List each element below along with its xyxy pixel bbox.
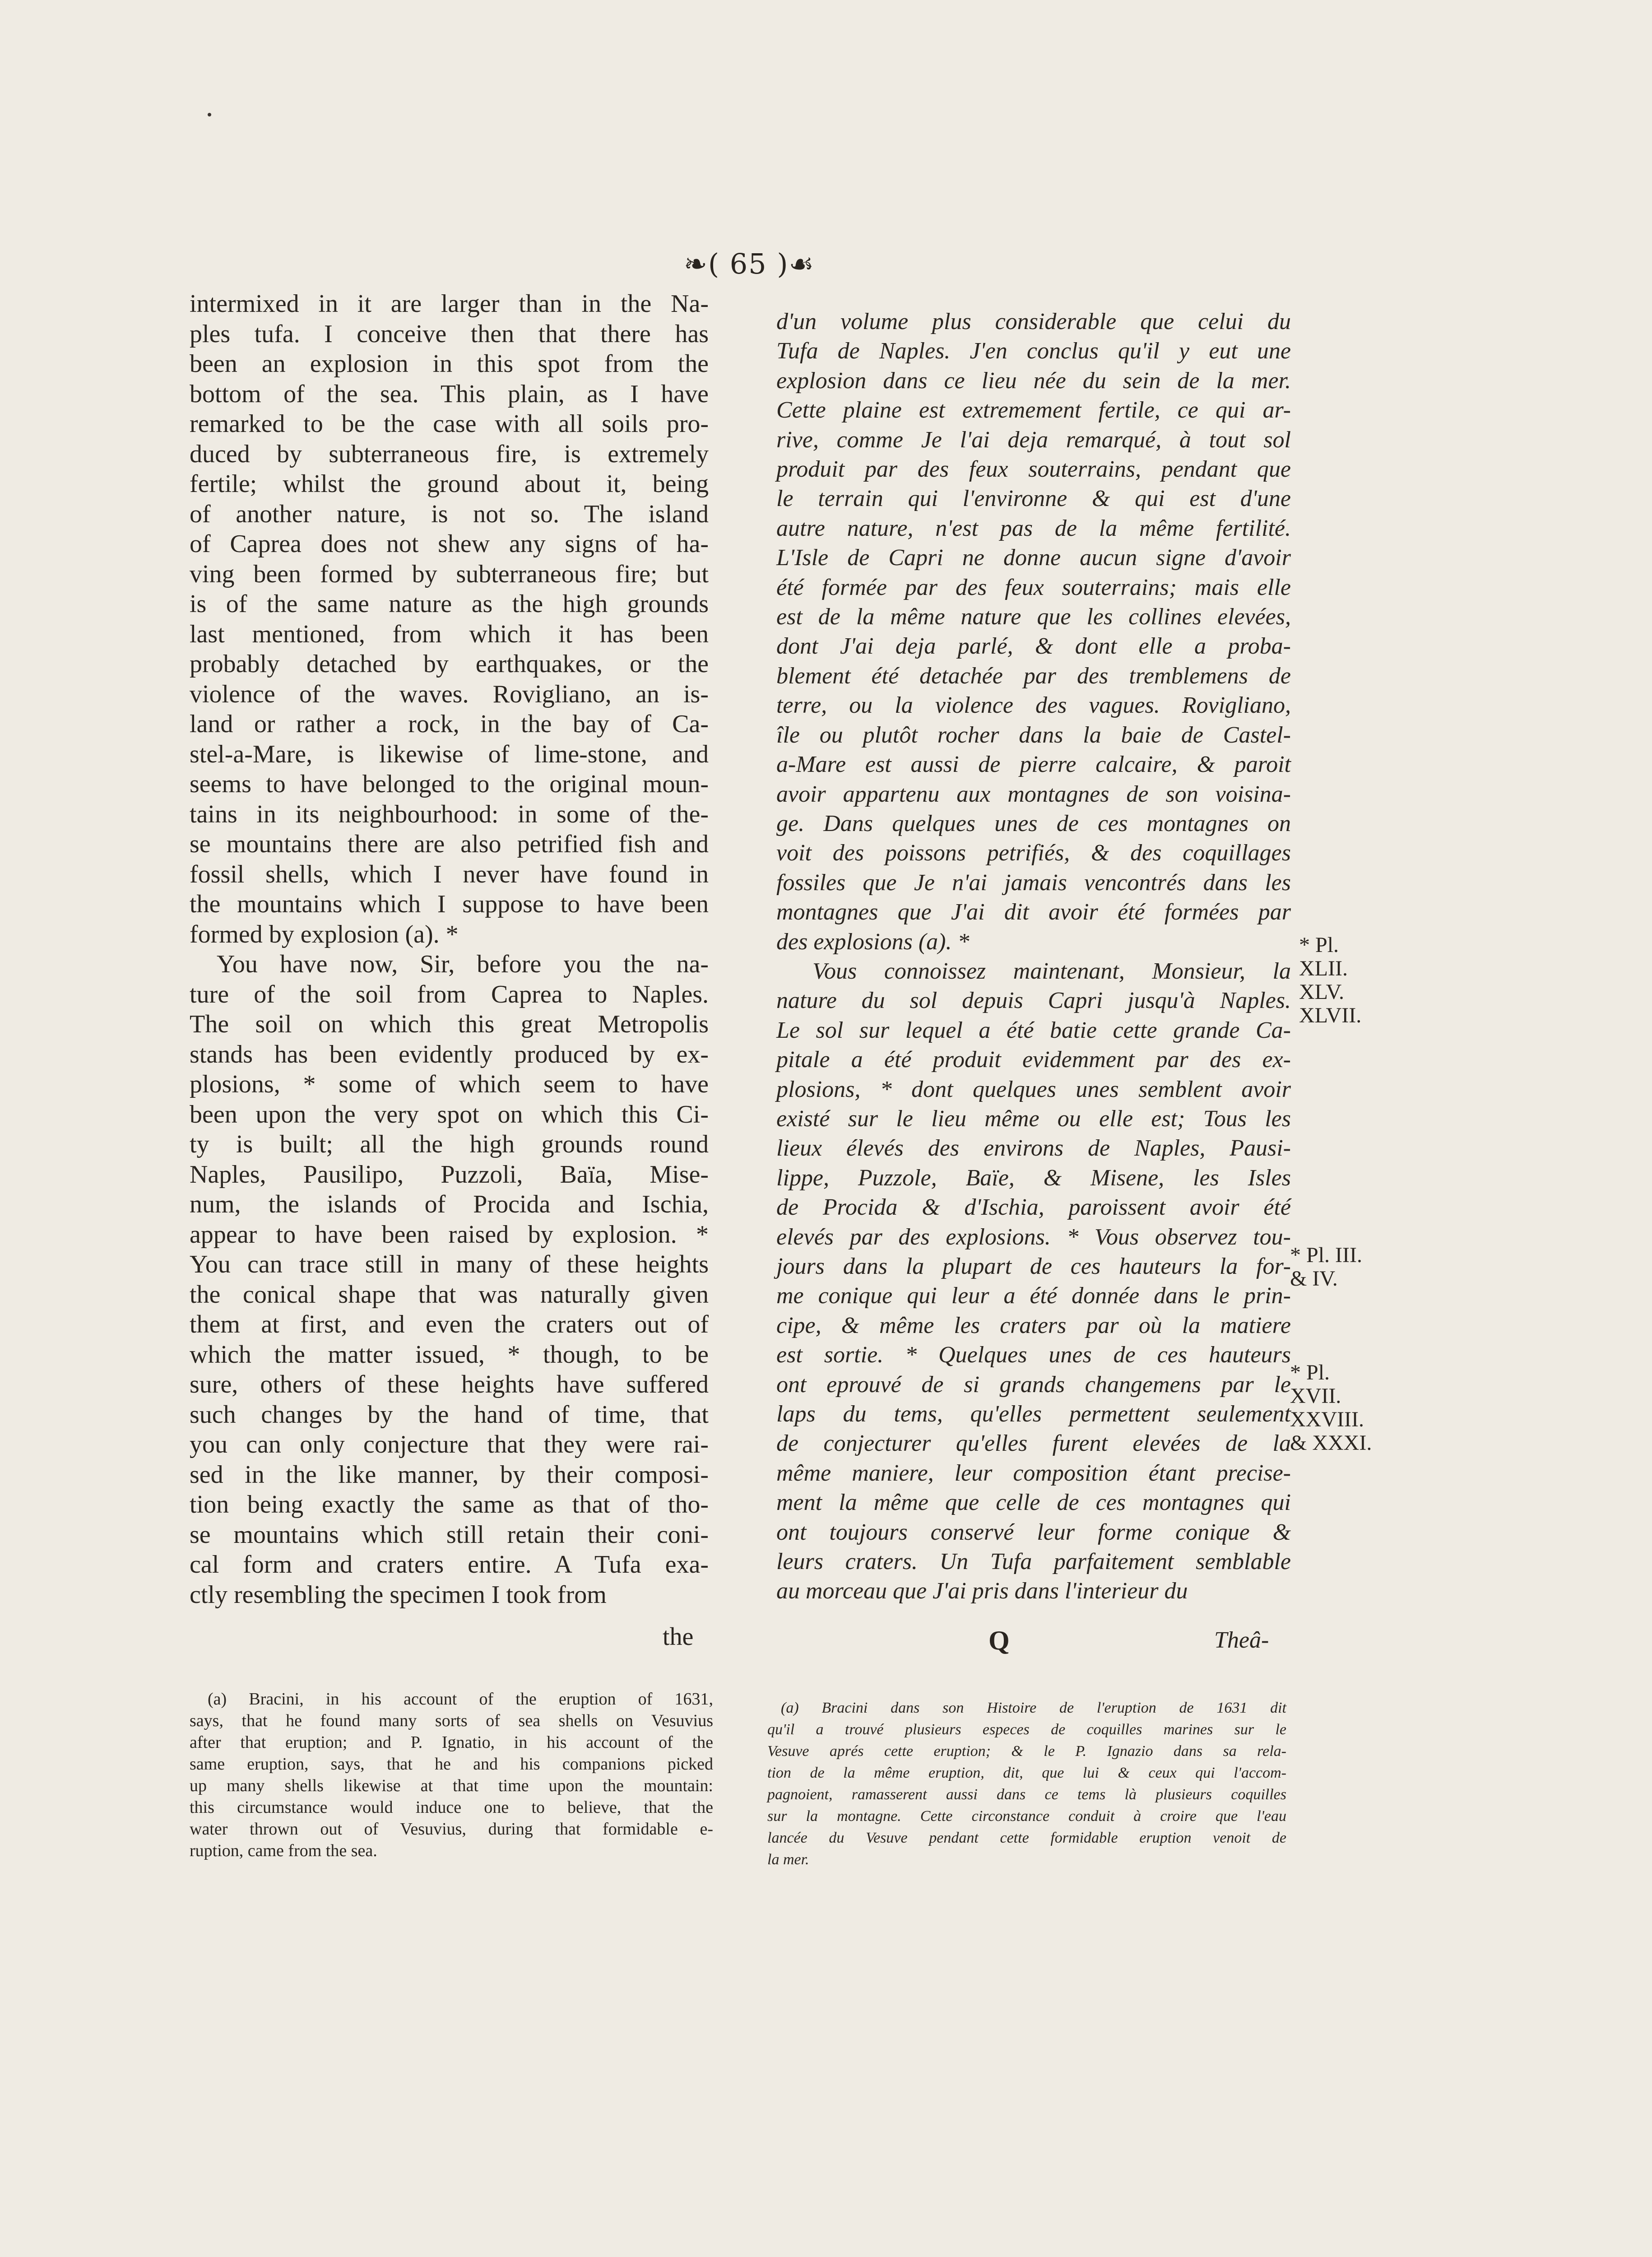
text-line: you can only conjecture that they were rai-	[190, 1430, 709, 1458]
text-line: plosions, * dont quelques unes semblent avoir	[776, 1076, 1291, 1102]
left-catchword: the	[663, 1623, 694, 1651]
text-line: the mountains which I suppose to have been	[190, 890, 709, 918]
text-line: a-Mare est aussi de pierre calcaire, & paroit	[776, 752, 1291, 778]
text-line: qu'il a trouvé plusieurs especes de coquilles marines sur le	[767, 1721, 1286, 1738]
text-line: île ou plutôt rocher dans la baie de Castel-	[776, 722, 1291, 748]
page-number-ornament: ❧( 65 )☙	[683, 247, 815, 280]
text-line: cal form and craters entire. A Tufa exa-	[190, 1551, 709, 1579]
text-line: dont J'ai deja parlé, & dont elle a proba-	[776, 633, 1291, 659]
text-line: ctly resembling the specimen I took from	[190, 1580, 607, 1609]
margin-note-plates-3	[1290, 1361, 1372, 1455]
text-line: leurs craters. Un Tufa parfaitement semblable	[776, 1549, 1291, 1575]
english-column	[190, 289, 709, 1610]
margin-note-plates-1	[1299, 933, 1361, 1027]
text-line: the conical shape that was naturally given	[190, 1280, 709, 1309]
text-line: (a) Bracini, in his account of the eruption of 1631,	[208, 1690, 713, 1709]
text-line: stands has been evidently produced by ex-	[190, 1040, 709, 1068]
french-column	[776, 307, 1291, 1606]
text-line: ont eprouvé de si grands changemens par le	[776, 1371, 1291, 1398]
text-line: été formée par des feux souterrains; mais elle	[776, 574, 1291, 600]
text-line: jours dans la plupart de ces hauteurs la for-	[776, 1254, 1291, 1279]
text-line: ge. Dans quelques unes de ces montagnes on	[776, 810, 1291, 836]
margin-note-plates-2	[1290, 1244, 1362, 1291]
text-line: plosions, * some of which seem to have	[190, 1070, 709, 1098]
text-line: You can trace still in many of these heights	[190, 1250, 709, 1278]
text-line: The soil on which this great Metropolis	[190, 1010, 709, 1038]
text-line: cipe, & même les craters par où la matiere	[776, 1312, 1291, 1338]
text-line: Vous connoissez maintenant, Monsieur, la	[812, 958, 1291, 984]
text-line: L'Isle de Capri ne donne aucun signe d'avoir	[776, 545, 1291, 571]
text-line: Vesuve aprés cette eruption; & le P. Ignazio dans sa rela-	[767, 1743, 1286, 1760]
text-line: tion being exactly the same as that of tho-	[190, 1491, 709, 1519]
text-line: me conique qui leur a été donnée dans le prin-	[776, 1283, 1291, 1309]
text-line: de conjecturer qu'elles furent elevées de la	[776, 1430, 1291, 1457]
text-line: tains in its neighbourhood: in some of the-	[190, 800, 709, 828]
text-line: fertile; whilst the ground about it, being	[190, 470, 709, 498]
text-line: Tufa de Naples. J'en conclus qu'il y eut une	[776, 338, 1291, 364]
text-line: montagnes que J'ai dit avoir été formées par	[776, 899, 1291, 925]
text-line: ont toujours conservé leur forme conique &	[776, 1519, 1291, 1545]
text-line: nature du sol depuis Capri jusqu'à Naples.	[776, 988, 1291, 1014]
margin-note-text: * Pl. XVII. XXVIII. & XXXI.	[1290, 1361, 1372, 1455]
text-line: laps du tems, qu'elles permettent seulement	[776, 1401, 1291, 1427]
text-line: violence of the waves. Rovigliano, an is-	[190, 680, 709, 708]
text-line: est sortie. * Quelques unes de ces hauteurs	[776, 1342, 1291, 1368]
text-line: been an explosion in this spot from the	[190, 350, 709, 378]
text-line: says, that he found many sorts of sea shells on Vesuvius	[190, 1711, 713, 1730]
text-line: pagnoient, ramasserent aussi dans ce tems là plusieurs coquilles	[767, 1786, 1286, 1803]
text-line: been upon the very spot on which this Ci-	[190, 1100, 709, 1128]
text-line: this circumstance would induce one to believe, that the	[190, 1798, 713, 1817]
text-line: them at first, and even the craters out of	[190, 1310, 709, 1338]
text-line: fossiles que Je n'ai jamais vencontrés dans les	[776, 869, 1291, 896]
text-line: Cette plaine est extremement fertile, ce qui ar-	[776, 397, 1291, 423]
text-line: la mer.	[767, 1851, 809, 1868]
text-line: le terrain qui l'environne & qui est d'une	[776, 486, 1291, 512]
text-line: tion de la même eruption, dit, que lui & ceux qui l'accom-	[767, 1765, 1286, 1781]
text-line: is of the same nature as the high grounds	[190, 590, 709, 618]
text-line: explosion dans ce lieu née du sein de la mer.	[776, 367, 1291, 394]
margin-note-text: * Pl. XLII. XLV. XLVII.	[1299, 933, 1362, 1027]
text-line: lancée du Vesuve pendant cette formidable eruption venoit de	[767, 1830, 1286, 1846]
text-line: (a) Bracini dans son Histoire de l'eruption de 1631 dit	[781, 1700, 1286, 1716]
text-line: blement été detachée par des tremblemens de	[776, 663, 1291, 689]
text-line: produit par des feux souterrains, pendant que	[776, 456, 1291, 483]
text-line: des explosions (a). *	[776, 929, 970, 955]
text-line: of another nature, is not so. The island	[190, 500, 709, 528]
text-line: stel-a-Mare, is likewise of lime-stone, and	[190, 740, 709, 768]
text-line: duced by subterraneous fire, is extremely	[190, 440, 709, 468]
text-line: such changes by the hand of time, that	[190, 1400, 709, 1429]
text-line: elevés par des explosions. * Vous observez tou-	[776, 1224, 1291, 1250]
footnote-english	[190, 1688, 713, 1862]
text-line: land or rather a rock, in the bay of Ca-	[190, 710, 709, 738]
text-line: probably detached by earthquakes, or the	[190, 650, 709, 678]
text-line: up many shells likewise at that time upon the mountain:	[190, 1776, 713, 1795]
text-line: rive, comme Je l'ai deja remarqué, à tout sol	[776, 427, 1291, 453]
text-line: formed by explosion (a). *	[190, 920, 459, 948]
text-line: intermixed in it are larger than in the Na-	[190, 290, 709, 318]
text-line: num, the islands of Procida and Ischia,	[190, 1190, 709, 1218]
text-line: ty is built; all the high grounds round	[190, 1130, 709, 1158]
text-line: est de la même nature que les collines elevées,	[776, 604, 1291, 630]
text-line: terre, ou la violence des vagues. Rovigliano,	[776, 692, 1291, 719]
text-line: Le sol sur lequel a été batie cette grande Ca-	[776, 1017, 1291, 1043]
text-line: bottom of the sea. This plain, as I have	[190, 380, 709, 408]
text-line: appear to have been raised by explosion. *	[190, 1220, 709, 1249]
text-line: existé sur le lieu même ou elle est; Tous les	[776, 1105, 1291, 1132]
text-line: voit des poissons petrifiés, & des coquillages	[776, 840, 1291, 866]
speck-mark	[208, 113, 211, 116]
text-line: ruption, came from the sea.	[190, 1841, 377, 1860]
text-line: se mountains there are also petrified fish and	[190, 830, 709, 858]
text-line: ment la même que celle de ces montagnes qui	[776, 1490, 1291, 1516]
text-line: pitale a été produit evidemment par des ex-	[776, 1047, 1291, 1073]
text-line: de Procida & d'Ischia, paroissent avoir été	[776, 1194, 1291, 1221]
text-line: same eruption, says, that he and his companions picked	[190, 1755, 713, 1774]
text-line: ples tufa. I conceive then that there has	[190, 320, 709, 348]
text-line: last mentioned, from which it has been	[190, 620, 709, 648]
text-line: autre nature, n'est pas de la même fertilité.	[776, 515, 1291, 541]
text-line: se mountains which still retain their coni-	[190, 1520, 709, 1549]
text-line: seems to have belonged to the original moun-	[190, 770, 709, 798]
text-line: water thrown out of Vesuvius, during that formidable e-	[190, 1820, 713, 1839]
text-line: sure, others of these heights have suffered	[190, 1370, 709, 1398]
text-line: lippe, Puzzole, Baïe, & Misene, les Isles	[776, 1165, 1291, 1191]
footnote-french	[767, 1697, 1286, 1871]
text-line: sur la montagne. Cette circonstance conduit à croire que l'eau	[767, 1808, 1286, 1825]
text-line: ture of the soil from Caprea to Naples.	[190, 980, 709, 1008]
text-line: remarked to be the case with all soils pro-	[190, 410, 709, 438]
text-line: which the matter issued, * though, to be	[190, 1340, 709, 1369]
page-header	[668, 246, 831, 282]
margin-note-text: * Pl. III. & IV.	[1290, 1243, 1362, 1291]
text-line: You have now, Sir, before you the na-	[217, 950, 709, 978]
text-line: d'un volume plus considerable que celui du	[776, 309, 1291, 334]
text-line: of Caprea does not shew any signs of ha-	[190, 530, 709, 558]
text-line: lieux élevés des environs de Naples, Pausi-	[776, 1135, 1291, 1161]
text-line: même maniere, leur composition étant precise-	[776, 1460, 1291, 1486]
right-catchword: Theâ-	[1214, 1627, 1269, 1653]
text-line: after that eruption; and P. Ignatio, in his account of the	[190, 1733, 713, 1752]
text-line: sed in the like manner, by their composi-	[190, 1460, 709, 1489]
text-line: au morceau que J'ai pris dans l'interieur du	[776, 1578, 1188, 1604]
text-line: fossil shells, which I never have found in	[190, 860, 709, 888]
text-line: ving been formed by subterraneous fire; but	[190, 560, 709, 588]
text-line: Naples, Pausilipo, Puzzoli, Baïa, Mise-	[190, 1160, 709, 1189]
signature-mark: Q	[988, 1625, 1010, 1655]
text-line: avoir appartenu aux montagnes de son voisina-	[776, 781, 1291, 807]
